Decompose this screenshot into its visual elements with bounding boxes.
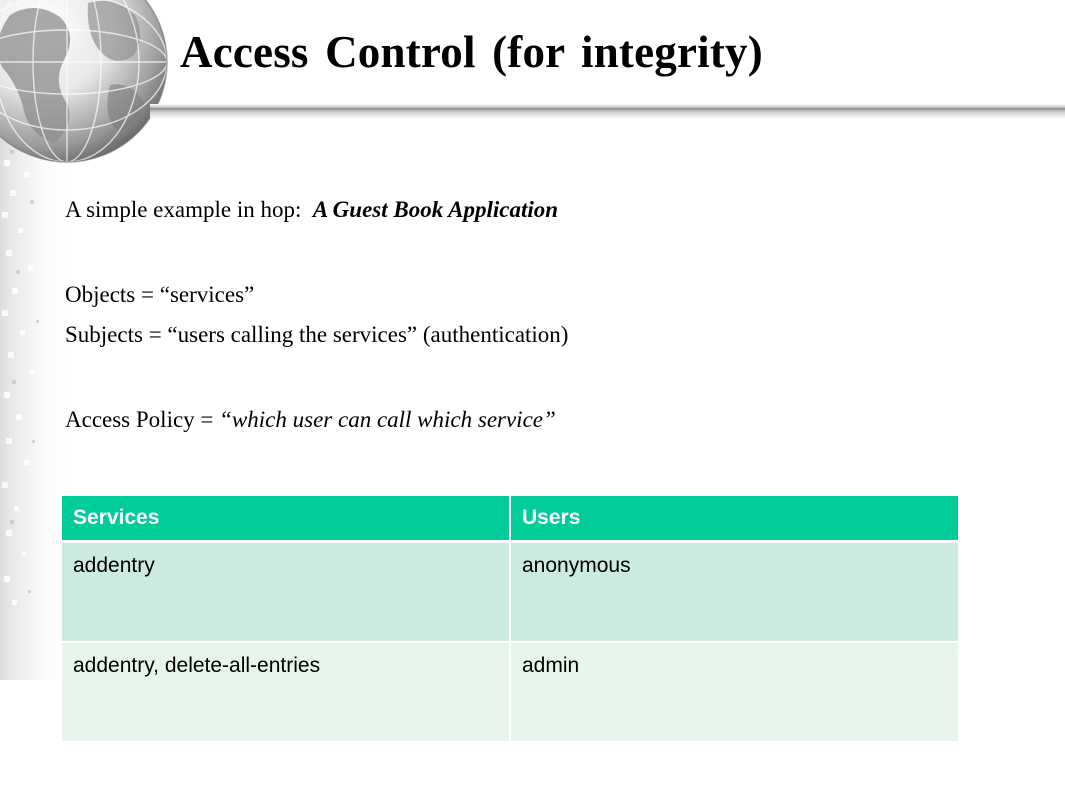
title-underline [150, 108, 1065, 118]
slide-title: Access Control (for integrity) [180, 27, 763, 77]
globe-icon [0, 0, 175, 170]
table-header-row [62, 496, 958, 542]
example-line [65, 197, 558, 223]
table-cell-services: addentry, delete-all-entries [62, 642, 510, 741]
column-header-users: Users [510, 496, 958, 542]
example-app-name: A Guest Book Application [312, 197, 559, 222]
table-cell-services: addentry [62, 542, 510, 643]
table-row [62, 642, 958, 741]
table-cell-users: admin [510, 642, 958, 741]
access-policy-table [62, 496, 958, 741]
table-row [62, 542, 958, 643]
table-cell-users: anonymous [510, 542, 958, 643]
policy-prefix: Access Policy = [65, 407, 214, 432]
objects-line: Objects = “services” [65, 282, 255, 307]
policy-line [65, 407, 556, 433]
subjects-line: Subjects = “users calling the services” (authentication) [65, 322, 569, 347]
column-header-services: Services [62, 496, 510, 542]
policy-value: “which user can call which service” [219, 407, 556, 432]
example-prefix: A simple example in hop: [65, 197, 302, 222]
